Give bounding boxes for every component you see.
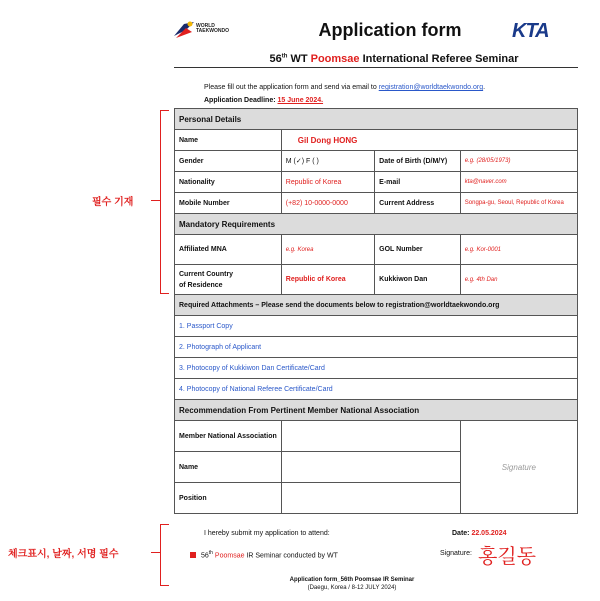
subtitle-divider	[174, 67, 578, 68]
dan-field[interactable]: e.g. 4th Dan	[460, 265, 577, 295]
recommend-name-field[interactable]	[281, 452, 460, 483]
recommend-position-label: Position	[175, 483, 282, 514]
footer-line2: (Daegu, Korea / 8-12 JULY 2024)	[307, 585, 397, 591]
required-fields-pointer	[151, 200, 160, 201]
attachment-item: 3. Photocopy of Kukkiwon Dan Certificate/Card	[175, 358, 578, 379]
name-value: Gil Dong HONG	[297, 135, 358, 145]
required-fields-bracket	[160, 110, 169, 294]
submission-annotation: 체크표시, 날짜, 서명 필수	[8, 549, 119, 560]
signature-label: Signature:	[440, 550, 472, 557]
seminar-highlight: Poomsae	[212, 552, 245, 560]
mna-label: Affiliated MNA	[175, 235, 282, 265]
submission-date	[452, 530, 507, 537]
subtitle-number: 56	[269, 53, 282, 65]
footer-line1: Application form_56th Poomsae IR Seminar	[289, 577, 415, 583]
dob-label: Date of Birth (D/M/Y)	[375, 151, 461, 172]
recommend-position-field[interactable]	[281, 483, 460, 514]
name-field[interactable]	[281, 130, 577, 151]
recommend-signature-field[interactable]: Signature	[460, 421, 577, 514]
required-fields-annotation: 필수 기재	[92, 197, 134, 208]
nationality-field[interactable]: Republic of Korea	[281, 172, 374, 193]
address-label: Current Address	[375, 193, 461, 214]
address-field[interactable]: Songpa-gu, Seoul, Republic of Korea	[460, 193, 577, 214]
date-label: Date:	[452, 530, 472, 537]
date-value[interactable]: 22.05.2024	[471, 530, 507, 537]
subtitle-sup: th	[281, 53, 288, 60]
email-link[interactable]: registration@worldtaekwondo.org	[378, 84, 484, 91]
subtitle-mid: WT	[287, 53, 311, 65]
subtitle-suffix: International Referee Seminar	[359, 53, 519, 65]
page-footer	[244, 576, 460, 592]
kta-logo	[512, 20, 572, 46]
kta-logo-text: KTA	[512, 20, 549, 42]
dob-field[interactable]: e.g. (28/05/1973)	[460, 151, 577, 172]
instructions: Please fill out the application form and send via email to registration@worldtaekwondo.org. Application Deadline: 15 June 2024.	[204, 84, 486, 104]
attachment-item: 2. Photograph of Applicant	[175, 337, 578, 358]
nationality-label: Nationality	[175, 172, 282, 193]
seminar-number: 56	[201, 552, 209, 560]
attachment-item: 1. Passport Copy	[175, 316, 578, 337]
application-form-table	[174, 108, 578, 514]
subtitle-highlight: Poomsae	[310, 53, 360, 65]
email-field[interactable]: kta@naver.com	[460, 172, 577, 193]
submission-bracket	[160, 524, 169, 586]
gender-label: Gender	[175, 151, 282, 172]
signature-handwritten[interactable]: 홍길동	[478, 544, 536, 568]
wt-logo	[172, 18, 242, 42]
gol-field[interactable]: e.g. Kor-0001	[460, 235, 577, 265]
wt-emblem-icon	[172, 18, 196, 42]
wt-logo-line1: WORLD	[196, 23, 215, 29]
recommend-mna-field[interactable]	[281, 421, 460, 452]
seminar-checkbox-row	[190, 550, 338, 559]
email-label: E-mail	[375, 172, 461, 193]
country-field[interactable]: Republic of Korea	[281, 265, 374, 295]
submission-pointer	[151, 552, 160, 553]
seminar-sup: th	[208, 550, 213, 556]
section-personal-details: Personal Details	[175, 109, 578, 130]
mobile-field[interactable]: (+82) 10-0000-0000	[281, 193, 374, 214]
deadline-label: Application Deadline:	[204, 97, 278, 104]
wt-logo-line2: TAEKWONDO	[196, 28, 229, 34]
attachment-item: 4. Photocopy of National Referee Certificate/Card	[175, 379, 578, 400]
seminar-suffix: IR Seminar conducted by WT	[244, 552, 338, 560]
recommend-mna-label: Member National Association	[175, 421, 282, 452]
country-label-line2: of Residence	[179, 281, 223, 289]
instructions-text: Please fill out the application form and send via email to	[204, 84, 379, 91]
deadline-value: 15 June 2024.	[277, 97, 324, 104]
section-attachments: Required Attachments – Please send the documents below to registration@worldtaekwondo.org	[175, 295, 578, 316]
section-recommendation: Recommendation From Pertinent Member National Association	[175, 400, 578, 421]
recommend-name-label: Name	[175, 452, 282, 483]
dan-label: Kukkiwon Dan	[375, 265, 461, 295]
page-title: Application form	[318, 20, 462, 40]
mobile-label: Mobile Number	[175, 193, 282, 214]
gol-label: GOL Number	[375, 235, 461, 265]
seminar-subtitle	[208, 53, 580, 65]
gender-field[interactable]: M (✓) F ( )	[281, 151, 374, 172]
country-label	[175, 265, 282, 295]
submission-statement: I hereby submit my application to attend:	[204, 530, 330, 537]
name-label: Name	[175, 130, 282, 151]
section-mandatory: Mandatory Requirements	[175, 214, 578, 235]
mna-field[interactable]: e.g. Korea	[281, 235, 374, 265]
seminar-checkbox[interactable]	[190, 552, 196, 558]
country-label-line1: Current Country	[179, 270, 234, 278]
